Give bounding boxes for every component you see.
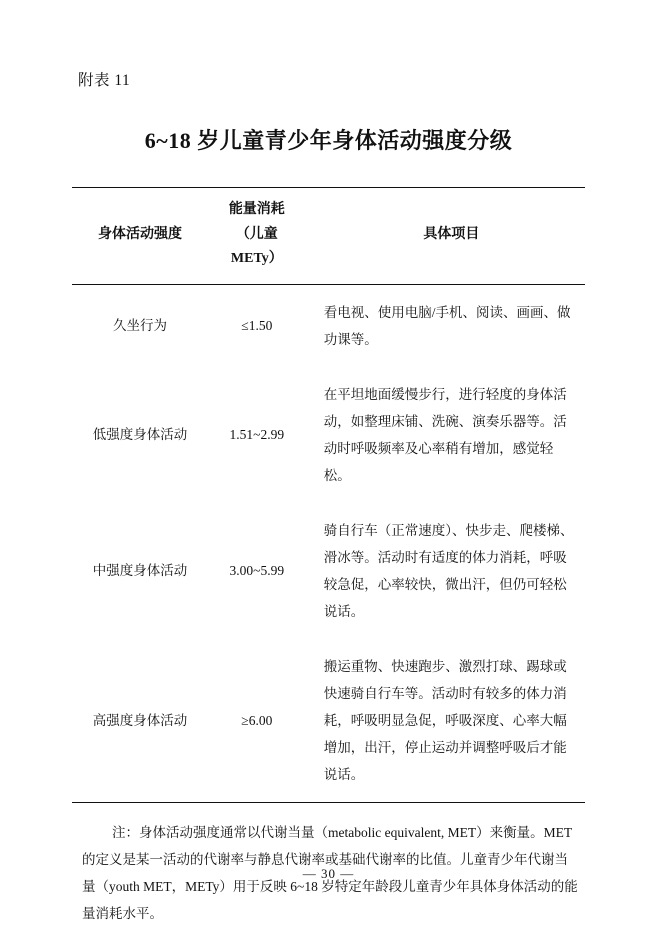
cell-intensity: 低强度身体活动 bbox=[92, 427, 188, 442]
cell-intensity: 中强度身体活动 bbox=[92, 563, 188, 578]
table-row bbox=[72, 367, 585, 503]
cell-items: 骑自行车（正常速度）、快步走、爬楼梯、滑冰等。活动时有适度的体力消耗，呼吸较急促，心率较快，微出汗，但仍可轻松说话。 bbox=[323, 522, 574, 619]
intensity-table bbox=[72, 187, 585, 803]
column-header-items: 具体项目 bbox=[423, 226, 480, 242]
table-note-text: 注：身体活动强度通常以代谢当量（metabolic equivalent, MET）来衡量。MET 的定义是某一活动的代谢率与静息代谢率或基础代谢率的比值。儿童青少年代谢当量（youth MET，METy）用于反映 6~18 岁特定年龄段儿童青少年具体身体活动的能量消耗水平。 bbox=[82, 824, 578, 921]
cell-items: 看电视、使用电脑/手机、阅读、画画、做功课等。 bbox=[323, 304, 571, 347]
table-row bbox=[72, 503, 585, 639]
table-header-row bbox=[72, 188, 585, 285]
page-number: — 30 — bbox=[302, 866, 355, 881]
appendix-label: 附表 11 bbox=[78, 72, 131, 89]
column-header-energy-line1: 能量消耗 bbox=[228, 202, 285, 217]
cell-intensity: 久坐行为 bbox=[112, 318, 167, 333]
cell-met: ≥6.00 bbox=[241, 712, 273, 728]
cell-intensity: 高强度身体活动 bbox=[92, 712, 188, 728]
cell-items: 在平坦地面缓慢步行，进行轻度的身体活动，如整理床铺、洗碗、演奏乐器等。活动时呼吸频率及心率稍有增加，感觉轻松。 bbox=[323, 386, 567, 483]
column-header-intensity: 身体活动强度 bbox=[97, 226, 182, 242]
cell-met: ≤1.50 bbox=[241, 318, 273, 333]
table-header bbox=[72, 188, 585, 285]
cell-met: 3.00~5.99 bbox=[229, 563, 285, 578]
cell-items: 搬运重物、快速跑步、激烈打球、踢球或快速骑自行车等。活动时有较多的体力消耗，呼吸明显急促，呼吸深度、心率大幅增加，出汗，停止运动并调整呼吸后才能说话。 bbox=[323, 658, 567, 782]
page-title: 6~18 岁儿童青少年身体活动强度分级 bbox=[144, 128, 513, 153]
column-header-energy bbox=[208, 188, 306, 285]
table-body bbox=[72, 284, 585, 802]
cell-met: 1.51~2.99 bbox=[229, 427, 285, 442]
table-row bbox=[72, 639, 585, 803]
table-row bbox=[72, 284, 585, 367]
column-header-energy-line2: （儿童 METy） bbox=[230, 226, 283, 266]
